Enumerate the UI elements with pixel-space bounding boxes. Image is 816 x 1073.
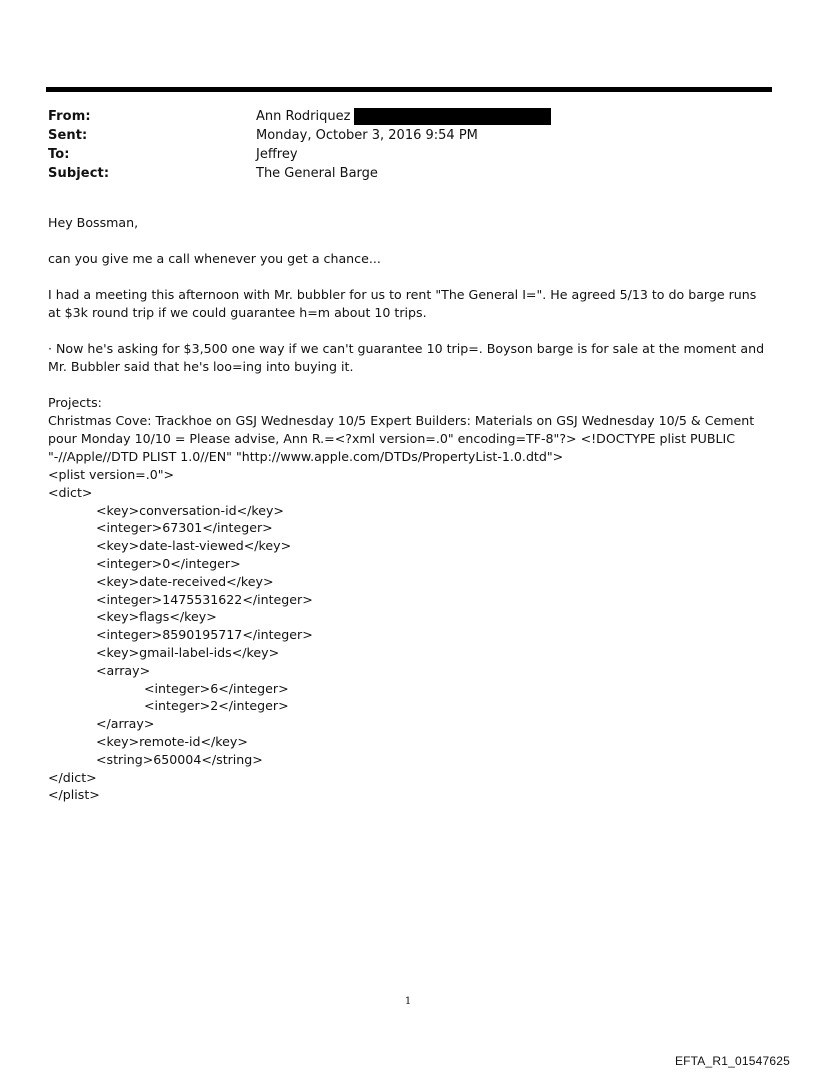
email-body — [48, 214, 772, 804]
body-paragraph: can you give me a call whenever you get a chance... — [48, 251, 381, 266]
header-rule — [46, 87, 772, 92]
plist-line: </array> — [96, 716, 155, 732]
document-id: EFTA_R1_01547625 — [674, 1054, 790, 1068]
from-value — [256, 107, 551, 126]
sent-value: Monday, October 3, 2016 9:54 PM — [256, 128, 478, 143]
from-name: Ann Rodriquez — [256, 109, 351, 124]
plist-line: <key>date-received</key> — [96, 573, 274, 589]
plist-line: <string>650004</string> — [96, 751, 263, 767]
plist-line: <integer>2</integer> — [144, 698, 289, 714]
page-number: 1 — [404, 996, 412, 1007]
plist-line: <integer>1475531622</integer> — [96, 591, 313, 607]
plist-line: <array> — [96, 662, 151, 678]
to-label: To: — [48, 147, 70, 162]
from-row — [48, 107, 768, 126]
plist-line: <key>date-last-viewed</key> — [96, 538, 292, 554]
plist-line: <integer>6</integer> — [144, 680, 289, 696]
to-row — [48, 145, 768, 164]
plist-block — [48, 466, 772, 804]
body-paragraph: · Now he's asking for $3,500 one way if we can't guarantee 10 trip=. Boyson barge is for sale at the moment and Mr. Bubbler said that he's loo=ing into buying it. — [48, 341, 765, 374]
projects-text: Christmas Cove: Trackhoe on GSJ Wednesday 10/5 Expert Builders: Materials on GSJ Wednesday 10/5 & Cement pour Monday 10/10 = Please advise, Ann R.=<?xml version=.0" encoding=TF-8"?> <!DOCTYPE plist PUBLIC "-//Apple//DTD PLIST 1.0//EN" "http://www.apple.com/DTDs/PropertyList-1.0.dtd"> — [48, 413, 755, 464]
body-paragraph: I had a meeting this afternoon with Mr. bubbler for us to rent "The General I=". He agreed 5/13 to do barge runs at $3k round trip if we could guarantee h=m about 10 trips. — [48, 287, 757, 320]
projects-label: Projects: — [48, 395, 102, 410]
subject-value: The General Barge — [256, 166, 378, 181]
plist-line: <dict> — [48, 484, 93, 500]
plist-line: <key>gmail-label-ids</key> — [96, 644, 280, 660]
email-header — [48, 107, 768, 183]
to-value: Jeffrey — [256, 147, 298, 162]
subject-row — [48, 164, 768, 183]
plist-line: <integer>67301</integer> — [96, 520, 273, 536]
greeting: Hey Bossman, — [48, 215, 139, 230]
plist-line: <key>flags</key> — [96, 609, 217, 625]
plist-line: <integer>0</integer> — [96, 555, 241, 571]
plist-line: </plist> — [48, 787, 100, 803]
plist-line: </dict> — [48, 769, 97, 785]
plist-line: <integer>8590195717</integer> — [96, 627, 313, 643]
redaction-block — [354, 108, 551, 125]
plist-line: <key>remote-id</key> — [96, 733, 248, 749]
subject-label: Subject: — [48, 166, 110, 181]
sent-label: Sent: — [48, 128, 88, 143]
plist-line: <plist version=.0"> — [48, 467, 175, 482]
plist-line: <key>conversation-id</key> — [96, 502, 284, 518]
from-label: From: — [48, 109, 91, 124]
sent-row — [48, 126, 768, 145]
